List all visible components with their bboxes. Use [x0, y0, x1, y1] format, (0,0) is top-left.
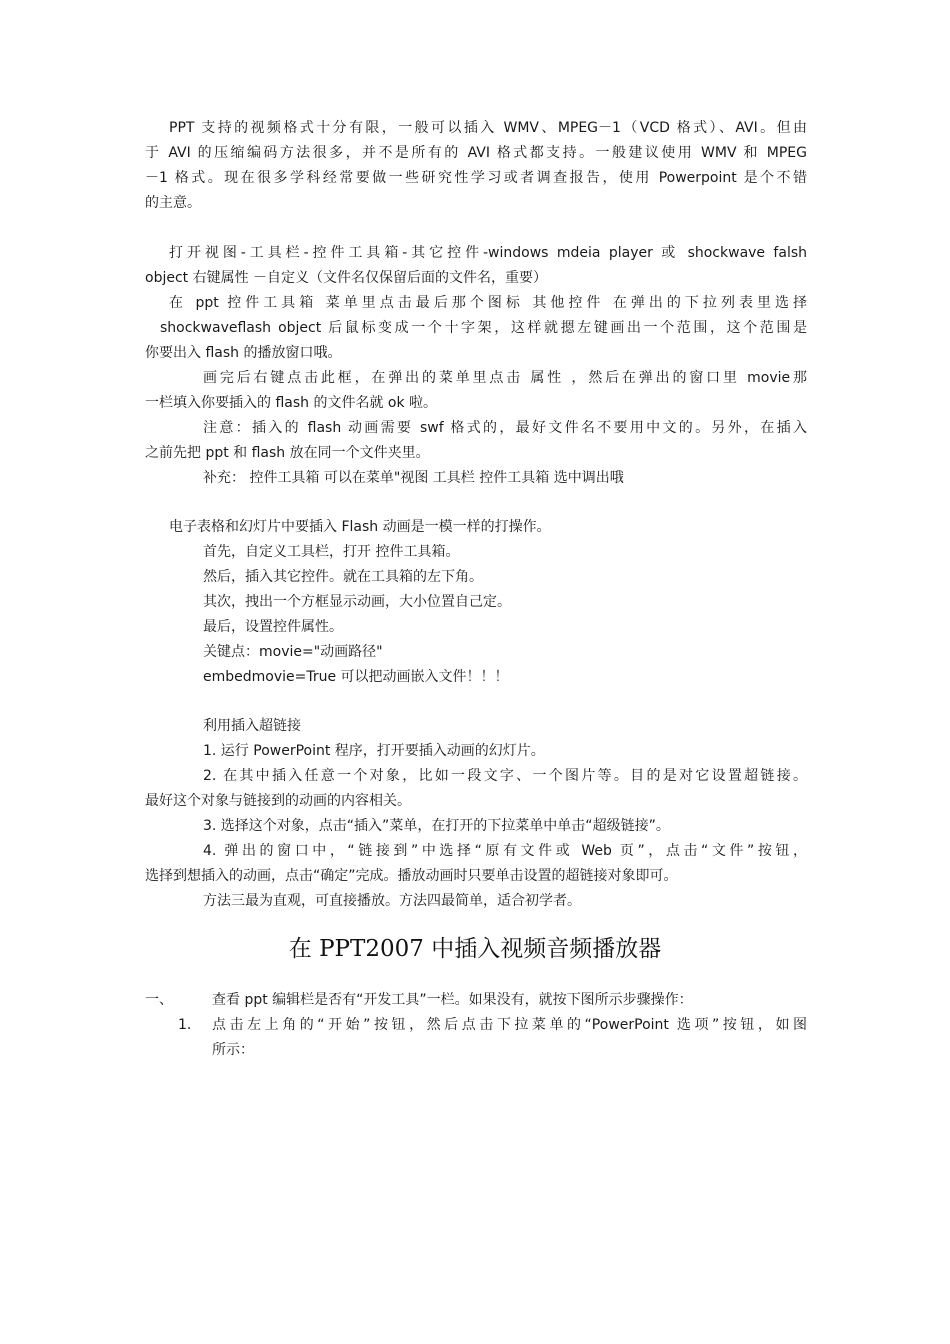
- paragraph-line: 在 ppt 控件工具箱 菜单里点击最后那个图标 其他控件 在弹出的下拉列表里选择: [169, 295, 807, 311]
- step-line: 其次，拽出一个方框显示动画，大小位置自己定。: [203, 594, 511, 610]
- paragraph-line: 的主意。: [145, 195, 201, 211]
- paragraph-line: 之前先把 ppt 和 flash 放在同一个文件夹里。: [145, 445, 430, 461]
- step-line: 关键点：movie="动画路径": [203, 644, 383, 660]
- step-line: 最后，设置控件属性。: [203, 619, 343, 635]
- paragraph-line: 补充： 控件工具箱 可以在菜单"视图 工具栏 控件工具箱 选中调出哦: [203, 470, 624, 486]
- paragraph-line: 你要出入 flash 的播放窗口哦。: [145, 345, 342, 361]
- list-item: 选择到想插入的动画，点击“确定”完成。播放动画时只要单击设置的超链接对象即可。: [145, 868, 678, 884]
- paragraph-line: PPT 支持的视频格式十分有限，一般可以插入 WMV、MPEG－1（VCD 格式）、AVI。但由: [169, 120, 807, 136]
- list-item: 所示：: [212, 1042, 254, 1058]
- list-item: 2. 在其中插入任意一个对象，比如一段文字、一个图片等。目的是对它设置超链接。: [203, 768, 807, 784]
- list-item: 点击左上角的“开始”按钮，然后点击下拉菜单的“PowerPoint 选项”按钮，如图: [212, 1017, 807, 1033]
- step-line: 首先，自定义工具栏，打开 控件工具箱。: [203, 544, 460, 560]
- step-line: 然后，插入其它控件。就在工具箱的左下角。: [203, 569, 483, 585]
- list-item: 查看 ppt 编辑栏是否有“开发工具”一栏。如果没有，就按下图所示步骤操作：: [212, 992, 693, 1008]
- paragraph-line: 打开视图-工具栏-控件工具箱-其它控件-windows mdeia player 或 shockwave falsh: [169, 245, 807, 261]
- list-item: 4. 弹出的窗口中，“链接到”中选择“原有文件或 Web 页”，点击“文件”按钮，: [203, 843, 807, 859]
- step-line: embedmovie=True 可以把动画嵌入文件！！！: [203, 669, 509, 685]
- paragraph-line: 注意：插入的 flash 动画需要 swf 格式的，最好文件名不要用中文的。另外，在插入: [203, 420, 807, 436]
- paragraph-line: －1 格式。现在很多学科经常要做一些研究性学习或者调查报告，使用 Powerpoint 是个不错: [145, 170, 807, 186]
- paragraph-line: 画完后右键点击此框，在弹出的菜单里点击 属性 ，然后在弹出的窗口里 movie那: [203, 370, 807, 386]
- list-marker: 1.: [178, 1017, 192, 1033]
- paragraph-line: 一栏填入你要插入的 flash 的文件名就 ok 啦。: [145, 395, 438, 411]
- paragraph-line: shockwaveflash object 后鼠标变成一个十字架，这样就摁左键画出一个范围，这个范围是: [160, 320, 807, 336]
- paragraph-line: 于 AVI 的压缩编码方法很多，并不是所有的 AVI 格式都支持。一般建议使用 WMV 和 MPEG: [145, 145, 807, 161]
- list-item: 3. 选择这个对象，点击“插入”菜单，在打开的下拉菜单中单击“超级链接”。: [203, 818, 670, 834]
- section-title: 在 PPT2007 中插入视频音频播放器: [288, 936, 662, 962]
- list-marker: 一、: [145, 992, 173, 1008]
- section-heading: 利用插入超链接: [203, 718, 301, 734]
- paragraph-line: 电子表格和幻灯片中要插入 Flash 动画是一模一样的打操作。: [169, 519, 551, 535]
- paragraph-line: 方法三最为直观，可直接播放。方法四最简单，适合初学者。: [203, 893, 581, 909]
- list-item: 1. 运行 PowerPoint 程序，打开要插入动画的幻灯片。: [203, 743, 545, 759]
- paragraph-line: object 右键属性 －自定义（文件名仅保留后面的文件名，重要）: [145, 270, 548, 286]
- list-item: 最好这个对象与链接到的动画的内容相关。: [145, 793, 411, 809]
